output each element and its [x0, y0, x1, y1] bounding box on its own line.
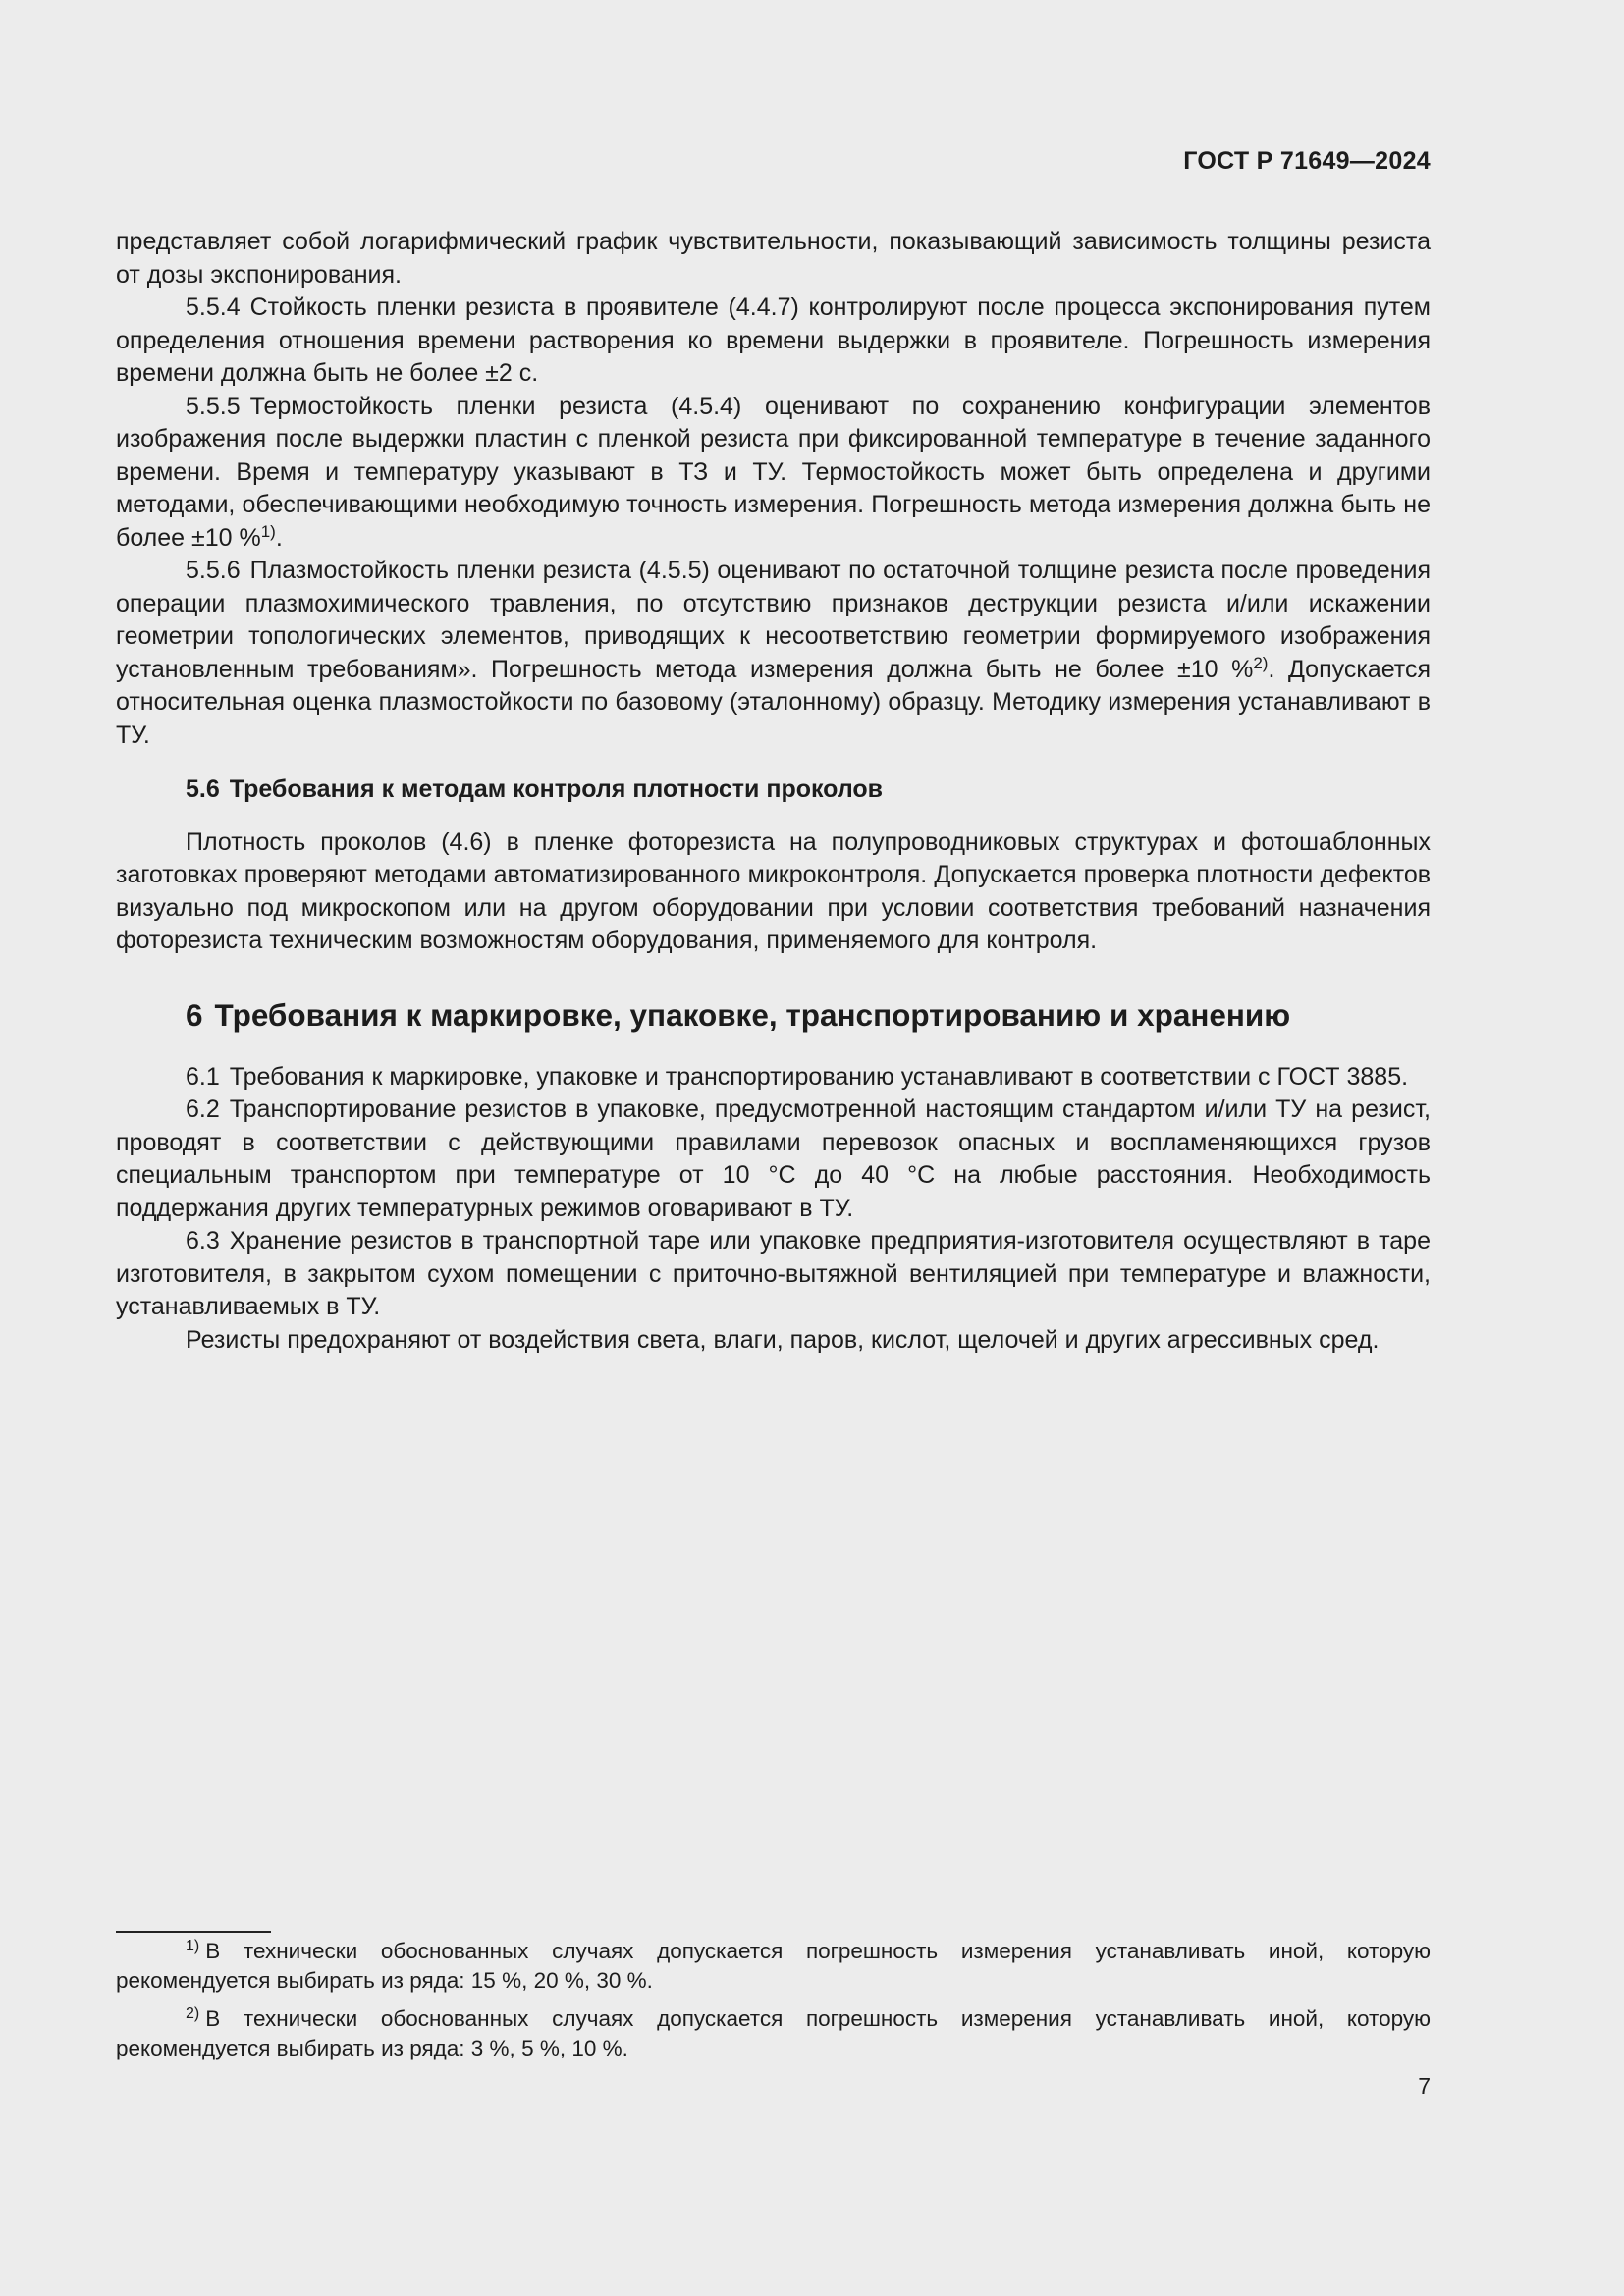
footnote-mark: 2) [186, 2005, 200, 2022]
clause-text: Требования к маркировке, упаковке и транспортированию устанавливают в соответствии с ГОСТ 3885. [229, 1062, 1409, 1091]
section-title-text: Требования к методам контроля плотности проколов [229, 775, 884, 803]
clause-number: 5.5.5 [186, 392, 241, 420]
paragraph-6-3 [116, 1225, 1431, 1324]
clause-number: 6.3 [186, 1227, 220, 1255]
paragraph-6-2 [116, 1094, 1431, 1225]
paragraph-6-last: Резисты предохраняют от воздействия света, влаги, паров, кислот, щелочей и других агрессивных сред. [186, 1325, 1380, 1354]
footnote-separator [116, 1931, 271, 1933]
clause-number: 6.1 [186, 1062, 220, 1091]
footnote-ref-1[interactable]: 1) [260, 521, 276, 541]
footnotes [116, 1937, 1431, 2072]
paragraph-5-5-4 [116, 292, 1431, 391]
clause-text-cont: . Допускается относительная оценка плазмостойкости по базовому (эталонному) образцу. Методику измерения устанавливают в ТУ. [116, 655, 1431, 749]
clause-text: Хранение резистов в транспортной таре или упаковке предприятия-изготовителя осуществляют в таре изготовителя, в закрытом сухом помещении с приточно-вытяжной вентиляцией при температуре и влажности, устанавливаемых в ТУ. [116, 1227, 1431, 1320]
footnote-2 [116, 2004, 1431, 2062]
chapter-title-6 [186, 995, 1431, 1035]
clause-text: Термостойкость пленки резиста (4.5.4) оценивают по сохранению конфигурации элементов изображения после выдержки пластин с пленкой резиста при фиксированной температуре в течение заданного времени. Время и температуру указывают в ТЗ и ТУ. Термостойкость может быть определена и другими методами, обеспечивающими необходимую точность измерения. Погрешность метода измерения должна быть не более ±10 % [116, 392, 1431, 552]
clause-text: Стойкость пленки резиста в проявителе (4.4.7) контролируют после процесса экспонирования путем определения отношения времени растворения ко времени выдержки в проявителе. Погрешность измерения времени должна быть не более ±2 с. [116, 294, 1431, 387]
paragraph-6-1 [116, 1061, 1431, 1095]
clause-text-end: . [275, 523, 283, 552]
footnote-1 [116, 1937, 1431, 1995]
document-page [116, 0, 1431, 2296]
clause-number: 5.5.4 [186, 294, 241, 321]
clause-text: Плазмостойкость пленки резиста (4.5.5) оценивают по остаточной толщине резиста после проведения операции плазмохимического травления, по отсутствию признаков деструкции резиста и/или искажении геометрии топологических элементов, приводящих к несоответствию геометрии формируемого изображения установленным требованиям». Погрешность метода измерения должна быть не более ±10 % [116, 557, 1431, 683]
clause-text: Транспортирование резистов в упаковке, предусмотренной настоящим стандартом и/или ТУ на резист, проводят в соответствии с действующими правилами перевозок опасных и воспламеняющихся грузов специальным транспортом при температуре от 10 °С до 40 °С на любые расстояния. Необходимость поддержания других температурных режимов оговаривают в ТУ. [116, 1095, 1431, 1222]
clause-number: 5.5.6 [186, 557, 241, 584]
document-code: ГОСТ Р 71649—2024 [1183, 147, 1431, 175]
chapter-number: 6 [186, 996, 203, 1033]
footnote-text: В технически обоснованных случаях допускается погрешность измерения устанавливать иной, которую рекомендуется выбирать из ряда: 15 %, 20 %, 30 %. [116, 1939, 1431, 1993]
paragraph-continuation: представляет собой логарифмический график чувствительности, показывающий зависимость толщины резиста от дозы экспонирования. [116, 228, 1431, 289]
chapter-title-text: Требования к маркировке, упаковке, транспортированию и хранению [214, 996, 1291, 1033]
footnote-ref-2[interactable]: 2) [1253, 653, 1269, 672]
paragraph-5-5-5 [116, 391, 1431, 556]
footnote-mark: 1) [186, 1938, 200, 1954]
section-number: 5.6 [186, 775, 220, 803]
paragraph-5-5-6 [116, 555, 1431, 752]
footnote-text: В технически обоснованных случаях допускается погрешность измерения устанавливать иной, которую рекомендуется выбирать из ряда: 3 %, 5 %, 10 %. [116, 2006, 1431, 2060]
clause-number: 6.2 [186, 1095, 220, 1123]
page-number: 7 [1418, 2073, 1431, 2099]
body-text [116, 226, 1431, 1357]
section-title-5-6 [186, 774, 1431, 807]
paragraph-5-6: Плотность проколов (4.6) в пленке фоторезиста на полупроводниковых структурах и фотошаблонных заготовках проверяют методами автоматизированного микроконтроля. Допускается проверка плотности дефектов визуально под микроскопом или на другом оборудовании при условии соответствия требований назначения фоторезиста техническим возможностям оборудования, применяемого для контроля. [116, 828, 1431, 954]
